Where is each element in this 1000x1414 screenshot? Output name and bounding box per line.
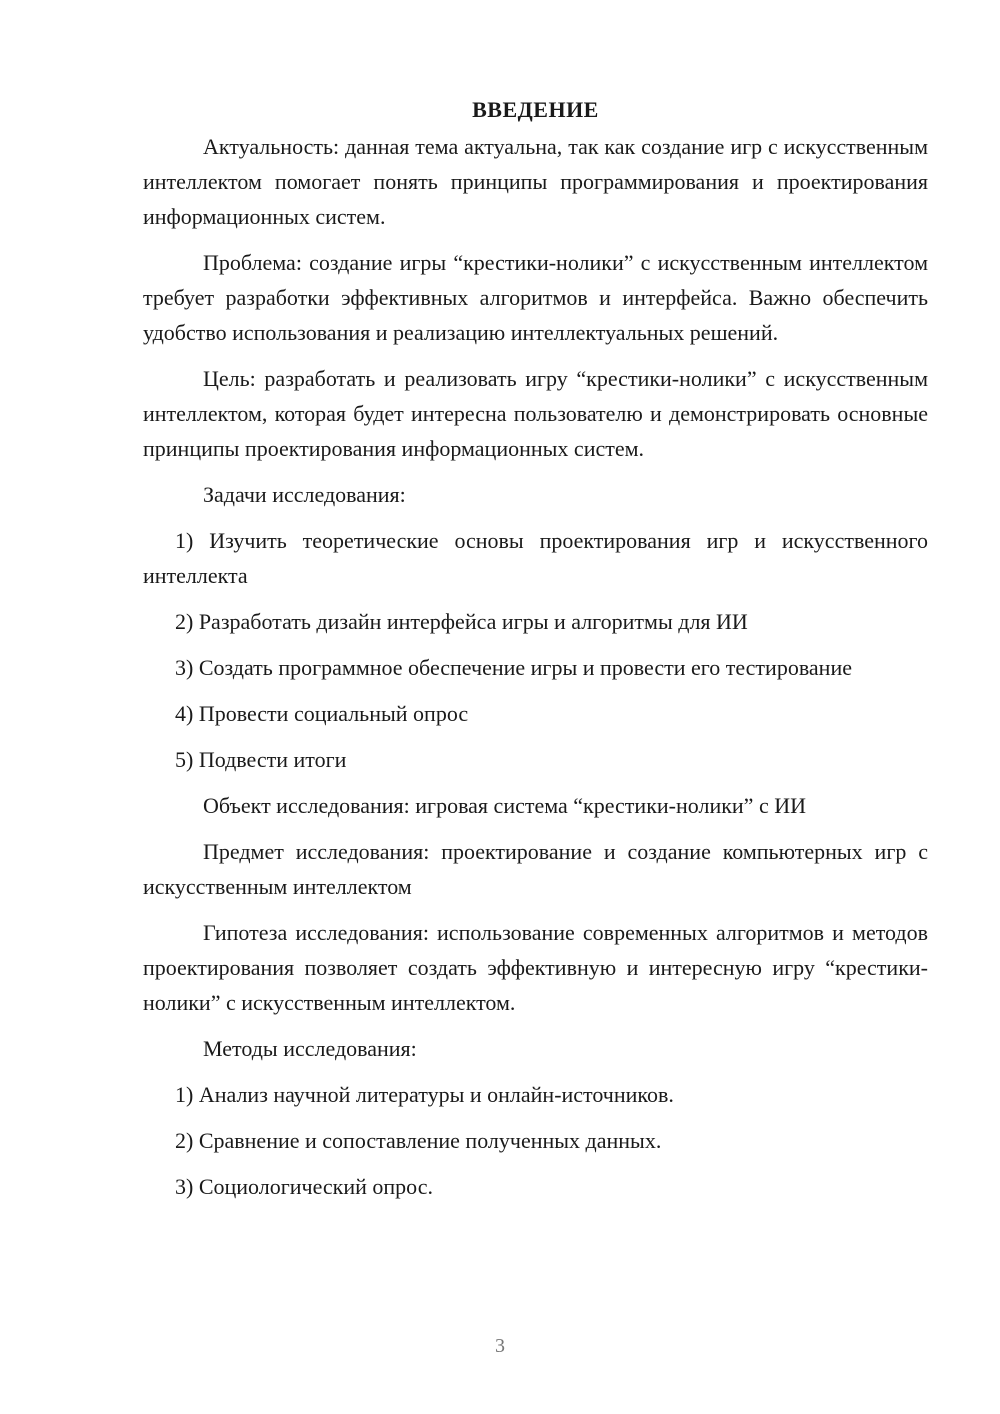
list-item: 1) Изучить теоретические основы проектирования игр и искусственного интеллекта [143,528,928,588]
section-heading: ВВЕДЕНИЕ [472,97,599,122]
paragraph-problem: Проблема: создание игры “крестики-нолики” с искусственным интеллектом требует разработки эффективных алгоритмов и интерфейса. Важно обеспечить удобство использования и реализацию интеллектуальных решений. [143,250,928,345]
paragraph-relevance: Актуальность: данная тема актуальна, так как создание игр с искусственным интеллектом помогает понять принципы программирования и проектирования информационных систем. [143,134,928,229]
list-item: 3) Социологический опрос. [175,1174,433,1199]
list-item: 2) Сравнение и сопоставление полученных данных. [175,1128,662,1153]
list-item: 3) Создать программное обеспечение игры и провести его тестирование [175,655,852,680]
list-item: 2) Разработать дизайн интерфейса игры и алгоритмы для ИИ [175,609,748,634]
paragraph-subject: Предмет исследования: проектирование и создание компьютерных игр с искусственным интеллектом [143,839,928,899]
list-item: 4) Провести социальный опрос [175,701,469,726]
paragraph-object: Объект исследования: игровая система “крестики-нолики” с ИИ [203,793,806,818]
list-item: 1) Анализ научной литературы и онлайн-источников. [175,1082,674,1107]
tasks-heading: Задачи исследования: [203,482,406,507]
document-body [143,92,928,1215]
list-item: 5) Подвести итоги [175,747,347,772]
paragraph-goal: Цель: разработать и реализовать игру “крестики-нолики” с искусственным интеллектом, которая будет интересна пользователю и демонстрировать основные принципы проектирования информационных систем. [143,366,928,461]
methods-heading: Методы исследования: [203,1036,417,1061]
page-number: 3 [495,1335,505,1357]
paragraph-hypothesis: Гипотеза исследования: использование современных алгоритмов и методов проектирования позволяет создать эффективную и интересную игру “крестики-нолики” с искусственным интеллектом. [143,920,928,1015]
